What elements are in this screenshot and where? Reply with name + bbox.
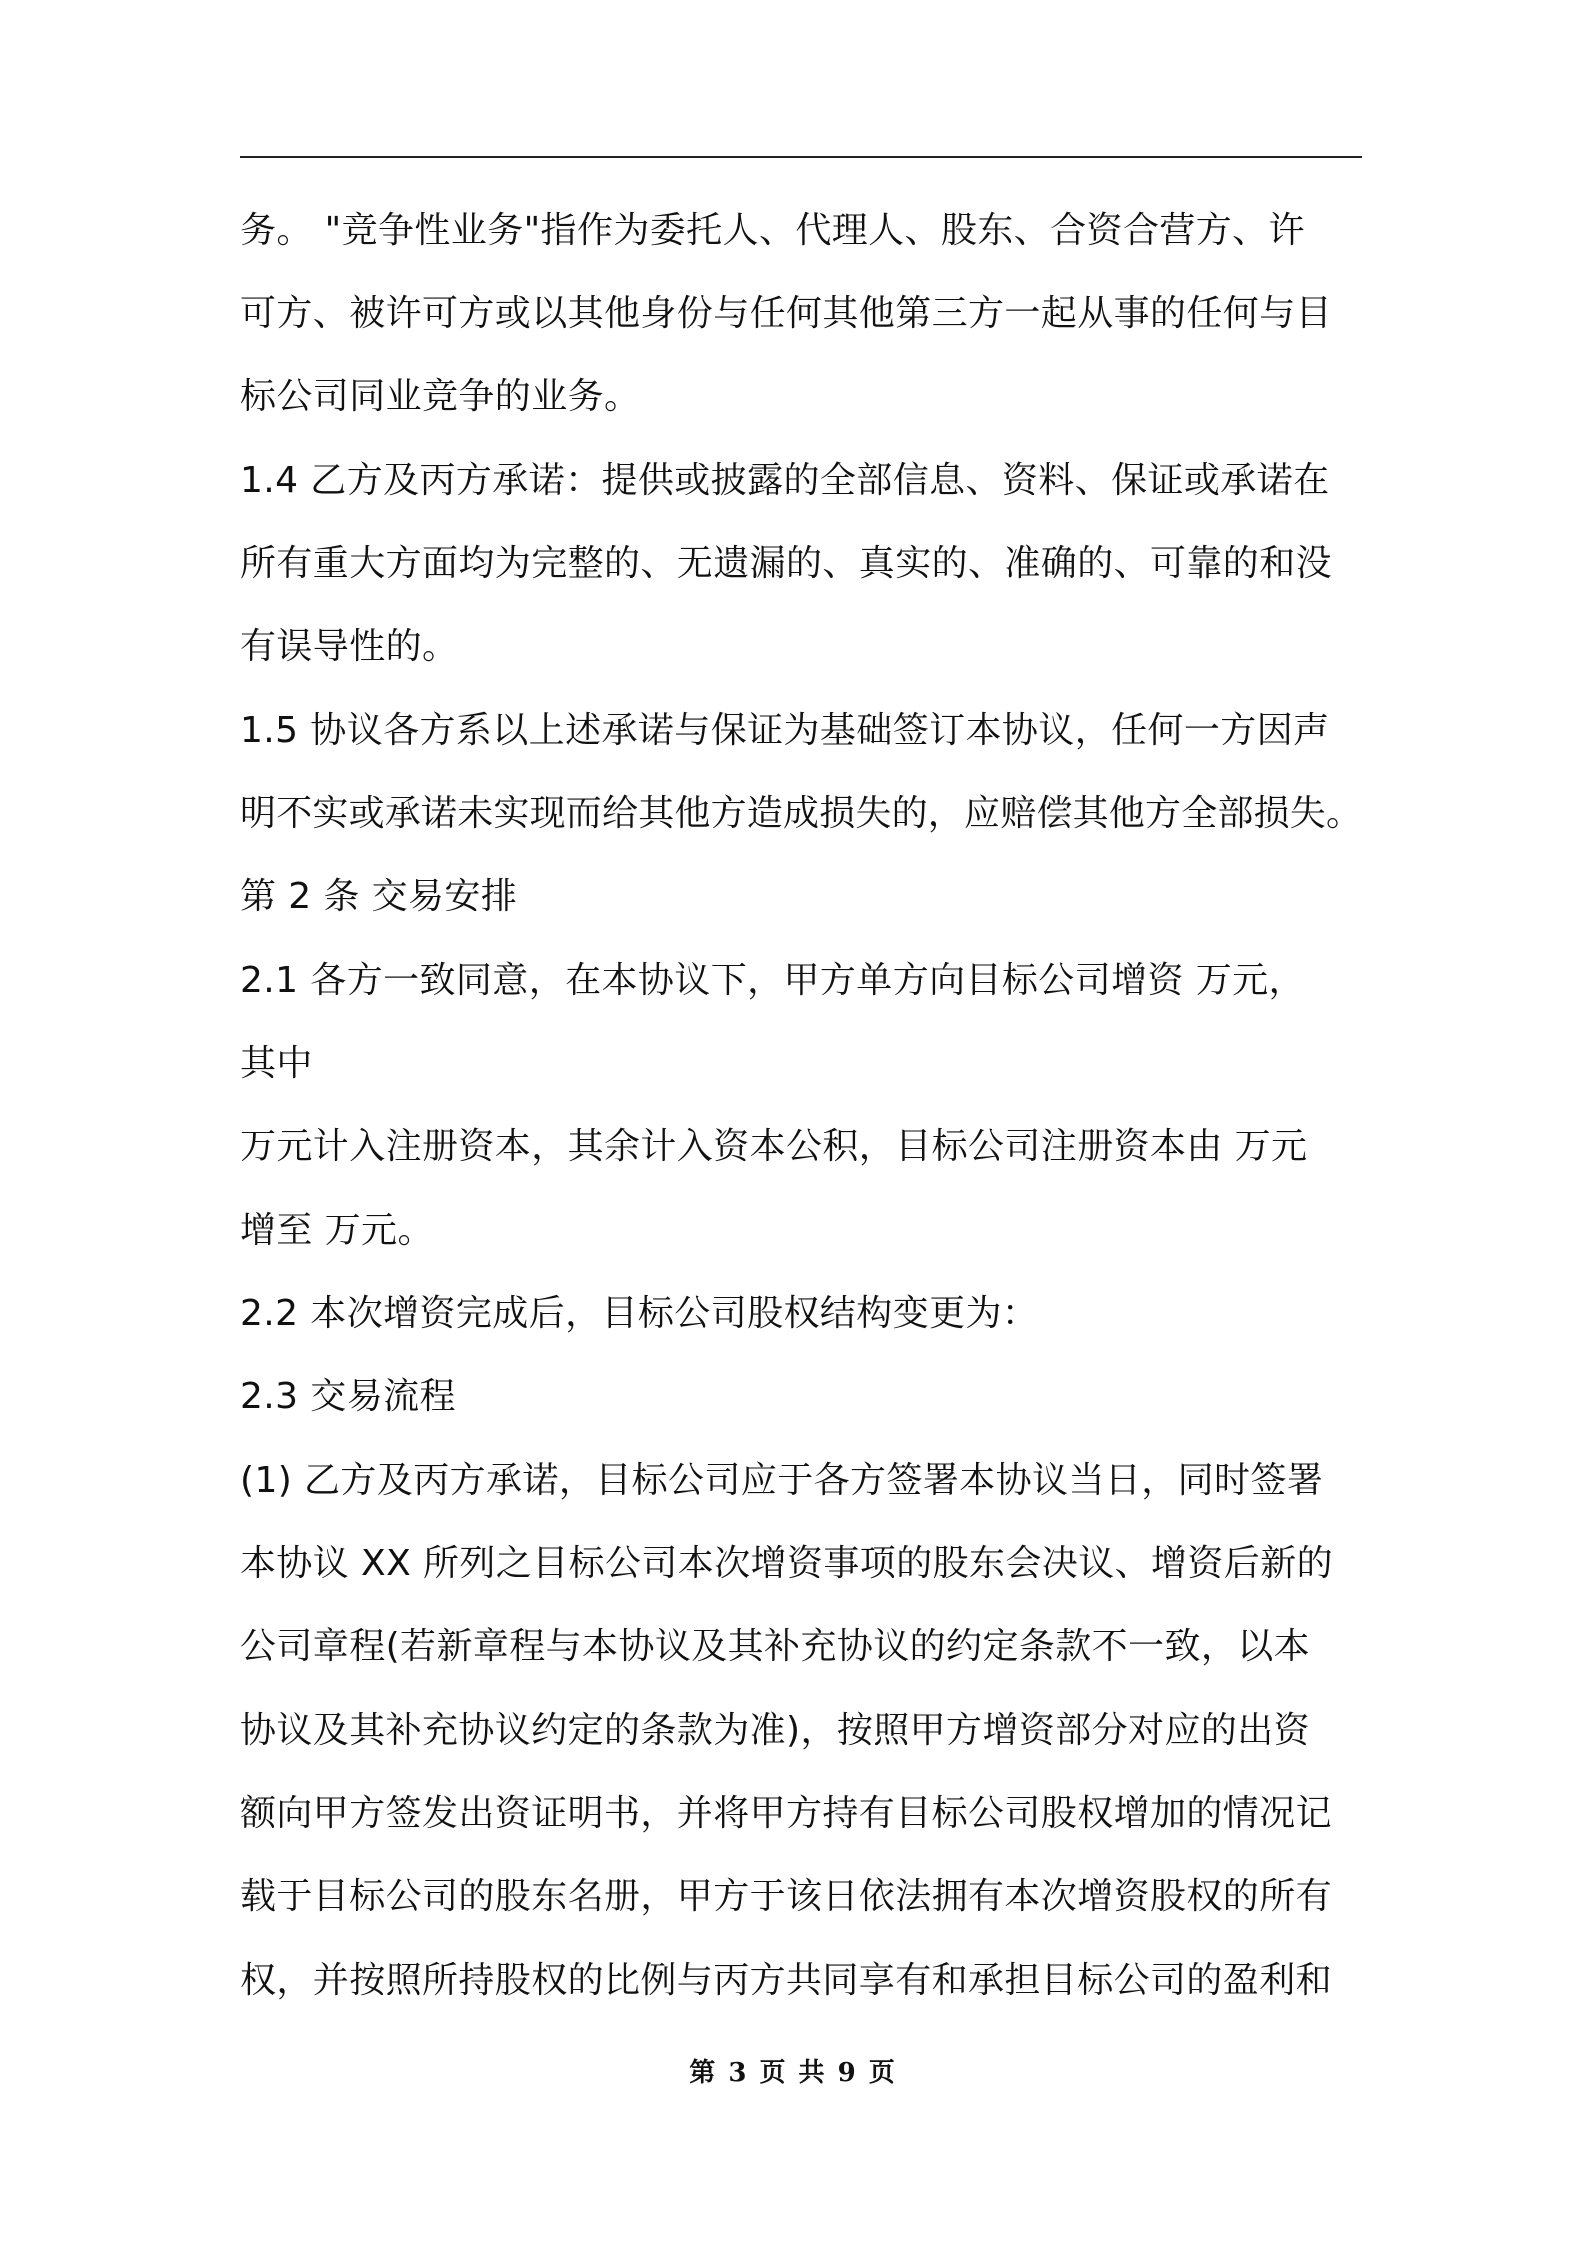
text-line: 1.4 乙方及丙方承诺：提供或披露的全部信息、资料、保证或承诺在 [240, 460, 1330, 501]
section-heading: 第 2 条 交易安排 [240, 876, 518, 917]
text-line: 权，并按照所持股权的比例与丙方共同享有和承担目标公司的盈利和 [240, 1960, 1333, 2001]
text-line: 2.2 本次增资完成后，目标公司股权结构变更为： [240, 1293, 1039, 1334]
text-line: 增至 万元。 [240, 1210, 434, 1251]
text-line: 明不实或承诺未实现而给其他方造成损失的，应赔偿其他方全部损失。 [240, 793, 1363, 834]
text-line: 务。 "竞争性业务"指作为委托人、代理人、股东、合资合营方、许 [240, 210, 1305, 251]
text-line: 所有重大方面均为完整的、无遗漏的、真实的、准确的、可靠的和没 [240, 543, 1333, 584]
text-line: 2.3 交易流程 [240, 1376, 456, 1417]
text-line: 标公司同业竞争的业务。 [240, 376, 641, 417]
text-line: 本协议 XX 所列之目标公司本次增资事项的股东会决议、增资后新的 [240, 1543, 1334, 1584]
text-line: 载于目标公司的股东名册，甲方于该日依法拥有本次增资股权的所有 [240, 1876, 1333, 1917]
text-line: 万元计入注册资本，其余计入资本公积，目标公司注册资本由 万元 [240, 1126, 1308, 1167]
text-line: (1) 乙方及丙方承诺，目标公司应于各方签署本协议当日，同时签署 [240, 1460, 1324, 1501]
page-number: 第 3 页 共 9 页 [689, 2058, 897, 2088]
text-line: 2.1 各方一致同意，在本协议下，甲方单方向目标公司增资 万元， [240, 960, 1305, 1001]
text-line: 有误导性的。 [240, 626, 459, 667]
text-line: 协议及其补充协议约定的条款为准)，按照甲方增资部分对应的出资 [240, 1710, 1311, 1751]
text-line: 公司章程(若新章程与本协议及其补充协议的约定条款不一致，以本 [240, 1626, 1311, 1667]
text-line: 额向甲方签发出资证明书，并将甲方持有目标公司股权增加的情况记 [240, 1793, 1333, 1834]
text-line: 其中 [240, 1043, 313, 1084]
header-rule [240, 156, 1362, 158]
text-line: 可方、被许可方或以其他身份与任何其他第三方一起从事的任何与目 [240, 293, 1333, 334]
text-line: 1.5 协议各方系以上述承诺与保证为基础签订本协议，任何一方因声 [240, 710, 1330, 751]
